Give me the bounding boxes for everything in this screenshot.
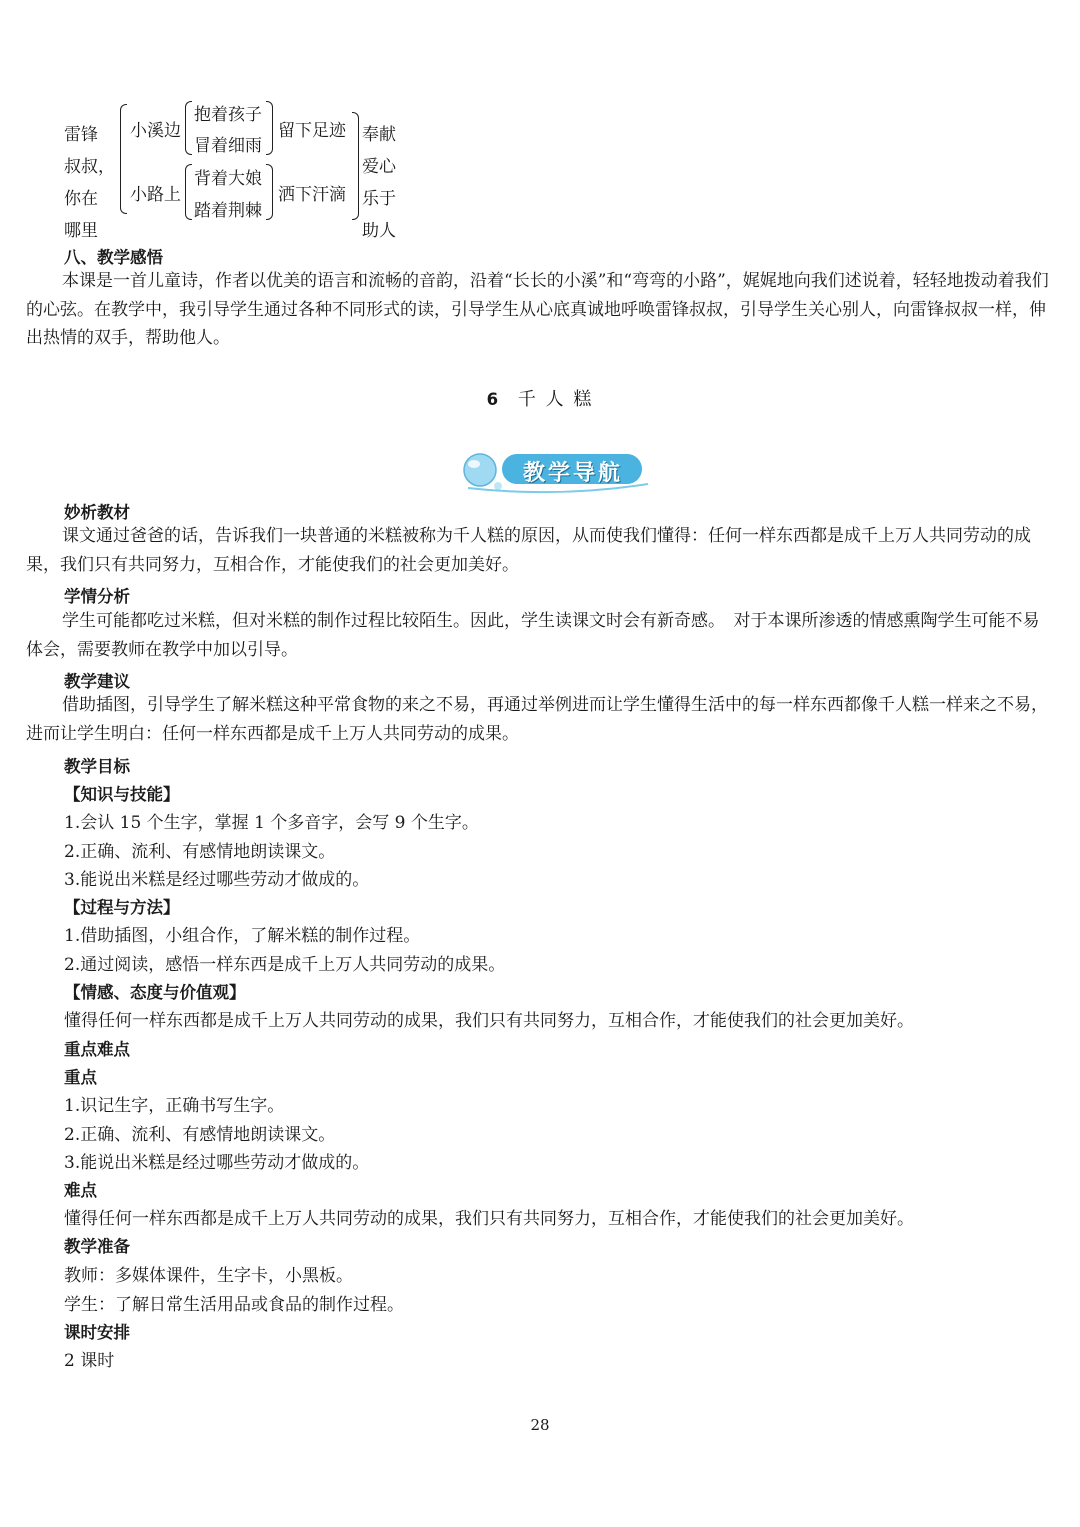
knowledge-heading: 【知识与技能】	[64, 785, 180, 804]
mindmap-left-4: 哪里	[64, 221, 98, 241]
process-heading: 【过程与方法】	[64, 898, 180, 917]
mindmap-place-2: 小路上	[130, 185, 181, 205]
mindmap-brace-1	[185, 101, 192, 155]
mindmap-brace-2	[185, 164, 192, 220]
mindmap-brace-right	[352, 112, 359, 220]
key-item-3: 3.能说出米糕是经过哪些劳动才做成的。	[64, 1153, 370, 1173]
process-item-1: 1.借助插图，小组合作，了解米糕的制作过程。	[64, 926, 421, 946]
knowledge-item-3: 3.能说出米糕是经过哪些劳动才做成的。	[64, 870, 370, 890]
lesson-name: 千 人 糕	[517, 389, 594, 410]
advice-text: 借助插图，引导学生了解米糕这种平常食物的来之不易，再通过举例进而让学生懂得生活中的每一样东西都像千人糕一样来之不易，进而让学生明白：任何一样东西都是成千上万人共同劳动的成果。	[26, 695, 1048, 744]
keypoints-heading: 重点难点	[64, 1040, 130, 1059]
schedule-text: 2 课时	[64, 1351, 115, 1371]
page-number: 28	[530, 1416, 550, 1434]
section8-heading: 八、教学感悟	[64, 248, 163, 267]
mindmap-left-2: 叔叔，	[64, 157, 115, 177]
mindmap-brace-2r	[266, 164, 273, 220]
mindmap-left-1: 雷锋	[64, 125, 98, 145]
mindmap-act-1b: 冒着细雨	[194, 136, 262, 156]
key-heading: 重点	[64, 1068, 97, 1087]
emotion-text: 懂得任何一样东西都是成千上万人共同劳动的成果，我们只有共同努力，互相合作，才能使我们的社会更加美好。	[64, 1011, 914, 1031]
advice-heading: 教学建议	[64, 672, 130, 691]
process-item-2: 2.通过阅读，感悟一样东西是成千上万人共同劳动的成果。	[64, 955, 506, 975]
mindmap-right-1: 奉献	[362, 125, 396, 145]
mindmap-brace-1r	[266, 101, 273, 155]
mindmap-result-2: 洒下汗滴	[278, 185, 346, 205]
goals-heading: 教学目标	[64, 757, 130, 776]
analysis-text: 课文通过爸爸的话，告诉我们一块普通的米糕被称为千人糕的原因，从而使我们懂得：任何一样东西都是成千上万人共同劳动的成果，我们只有共同努力，互相合作，才能使我们的社会更加美好。	[26, 526, 1031, 575]
mindmap-act-2b: 踏着荆棘	[194, 201, 262, 221]
key-item-2: 2.正确、流利、有感情地朗读课文。	[64, 1125, 336, 1145]
mindmap-brace-main	[120, 104, 127, 214]
mindmap-right-3: 乐于	[362, 189, 396, 209]
prep-teacher: 教师：多媒体课件，生字卡，小黑板。	[64, 1266, 353, 1286]
mindmap-result-1: 留下足迹	[278, 121, 346, 141]
banner	[458, 448, 658, 494]
banner-text: 教学导航	[522, 461, 623, 486]
key-item-1: 1.识记生字，正确书写生字。	[64, 1096, 285, 1116]
knowledge-item-2: 2.正确、流利、有感情地朗读课文。	[64, 842, 336, 862]
mindmap-place-1: 小溪边	[130, 121, 181, 141]
lesson-title	[0, 385, 1080, 411]
mindmap-left-3: 你在	[64, 189, 98, 209]
lesson-number: 6	[486, 390, 499, 409]
mindmap-right-2: 爱心	[362, 157, 396, 177]
mindmap-right-4: 助人	[362, 221, 396, 241]
analysis-heading: 妙析教材	[64, 503, 130, 522]
difficult-text: 懂得任何一样东西都是成千上万人共同劳动的成果，我们只有共同努力，互相合作，才能使我们的社会更加美好。	[64, 1209, 914, 1229]
mindmap-act-1a: 抱着孩子	[194, 105, 262, 125]
prep-heading: 教学准备	[64, 1237, 130, 1256]
schedule-heading: 课时安排	[64, 1323, 130, 1342]
mindmap-act-2a: 背着大娘	[194, 169, 262, 189]
knowledge-item-1: 1.会认 15 个生字，掌握 1 个多音字，会写 9 个生字。	[64, 813, 479, 833]
emotion-heading: 【情感、态度与价值观】	[64, 983, 246, 1002]
situation-heading: 学情分析	[64, 587, 130, 606]
difficult-heading: 难点	[64, 1181, 97, 1200]
prep-student: 学生：了解日常生活用品或食品的制作过程。	[64, 1295, 404, 1315]
section8-text: 本课是一首儿童诗，作者以优美的语言和流畅的音韵，沿着“长长的小溪”和“弯弯的小路”，娓娓地向我们述说着，轻轻地拨动着我们的心弦。在教学中，我引导学生通过各种不同形式的读，引导学生从心底真诚地呼唤雷锋叔叔，引导学生关心别人，向雷锋叔叔一样，伸出热情的双手，帮助他人。	[26, 271, 1049, 348]
situation-text: 学生可能都吃过米糕，但对米糕的制作过程比较陌生。因此，学生读课文时会有新奇感。 对于本课所渗透的情感熏陶学生可能不易体会，需要教师在教学中加以引导。	[26, 611, 1040, 660]
